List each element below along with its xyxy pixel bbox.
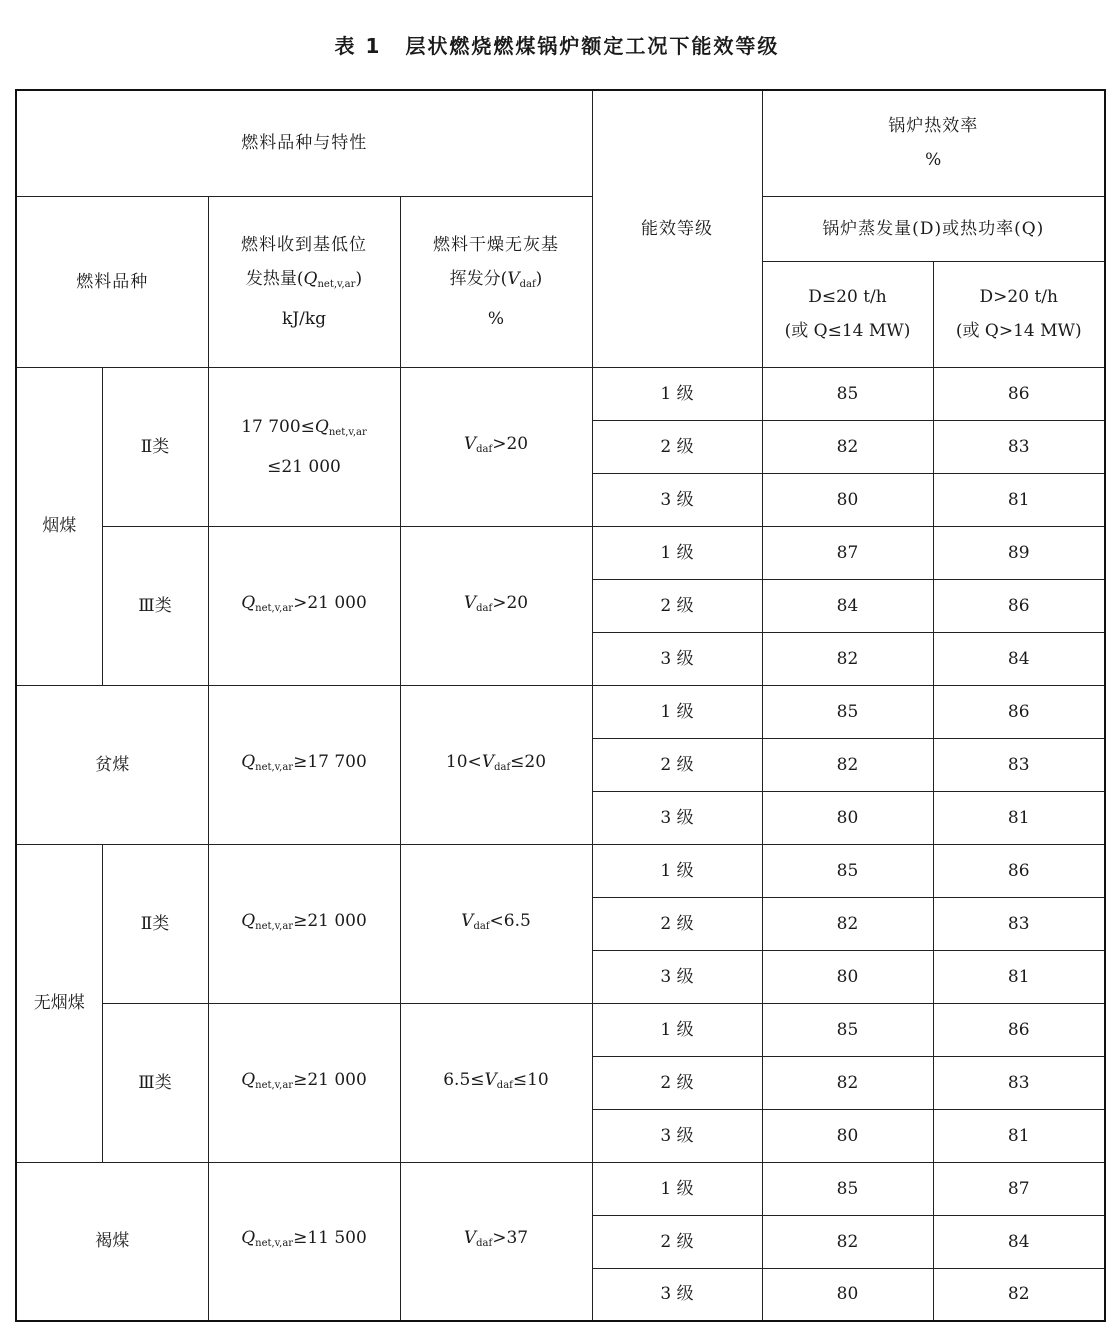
fuel-group-name: 褐煤	[16, 1162, 208, 1321]
volatile-cell	[400, 367, 592, 526]
header-capacity: 锅炉蒸发量(D)或热功率(Q)	[762, 196, 1105, 261]
heating-range-subscript: net,v,ar	[255, 602, 294, 614]
efficiency-high-cell: 86	[933, 367, 1105, 420]
grade-cell: 3 级	[592, 950, 762, 1003]
heating-range-subscript: net,v,ar	[255, 1079, 294, 1091]
volatile-range-subscript: daf	[476, 602, 493, 614]
volatile-range-prefix: 6.5≤	[443, 1069, 485, 1090]
grade-cell: 1 级	[592, 685, 762, 738]
header-fuel-type: 燃料品种	[16, 196, 208, 367]
efficiency-table	[15, 89, 1106, 1322]
heating-value-prefix: 发热量(	[245, 268, 304, 289]
efficiency-low-cell: 85	[762, 1003, 933, 1056]
heating-range-symbol: Q	[241, 1228, 256, 1249]
volatile-cell	[400, 526, 592, 685]
volatile-range-line1	[401, 1063, 592, 1103]
efficiency-high-cell: 89	[933, 526, 1105, 579]
volatile-range-subscript: daf	[476, 443, 493, 455]
grade-cell: 3 级	[592, 473, 762, 526]
volatile-line2	[401, 262, 592, 302]
header-boiler-efficiency	[762, 90, 1105, 196]
volatile-range-line1	[401, 586, 592, 626]
heating-range-subscript: net,v,ar	[255, 1238, 294, 1250]
volatile-range-prefix: 10<	[445, 751, 482, 772]
efficiency-high-cell: 82	[933, 1268, 1105, 1321]
col-high-line1: D>20 t/h	[979, 287, 1058, 307]
volatile-range-subscript: daf	[476, 1238, 493, 1250]
volatile-symbol: V	[507, 268, 520, 289]
efficiency-high-cell: 87	[933, 1162, 1105, 1215]
fuel-class-name: Ⅱ类	[102, 844, 208, 1003]
table-caption	[0, 30, 1114, 59]
heating-value-cell	[208, 526, 400, 685]
efficiency-low-cell: 82	[762, 1215, 933, 1268]
header-col-high	[933, 261, 1105, 367]
grade-cell: 3 级	[592, 1268, 762, 1321]
efficiency-high-cell: 81	[933, 1109, 1105, 1162]
efficiency-low-cell: 80	[762, 791, 933, 844]
boiler-efficiency-label: 锅炉热效率	[888, 116, 979, 137]
volatile-range-line1	[401, 1221, 592, 1261]
efficiency-high-cell: 86	[933, 844, 1105, 897]
grade-cell: 3 级	[592, 1109, 762, 1162]
table-row	[16, 1162, 1105, 1215]
heating-value-line2	[209, 262, 400, 302]
efficiency-low-cell: 85	[762, 685, 933, 738]
volatile-prefix: 挥发分(	[449, 268, 508, 289]
header-col-low	[762, 261, 933, 367]
volatile-cell	[400, 1162, 592, 1321]
efficiency-high-cell: 86	[933, 685, 1105, 738]
volatile-suffix: )	[535, 268, 543, 289]
volatile-range-symbol: V	[463, 592, 477, 613]
fuel-group-name: 贫煤	[16, 685, 208, 844]
heating-value-cell	[208, 1162, 400, 1321]
heating-range-line1	[209, 1063, 400, 1103]
volatile-subscript: daf	[519, 278, 536, 290]
efficiency-low-cell: 87	[762, 526, 933, 579]
efficiency-high-cell: 83	[933, 1056, 1105, 1109]
efficiency-low-cell: 82	[762, 738, 933, 791]
table-row	[16, 1003, 1105, 1056]
col-low-line1: D≤20 t/h	[808, 287, 887, 307]
heating-range-line1	[209, 1221, 400, 1261]
fuel-group-name: 无烟煤	[16, 844, 102, 1162]
volatile-range-suffix: >20	[492, 592, 529, 613]
volatile-cell	[400, 1003, 592, 1162]
efficiency-low-cell: 82	[762, 632, 933, 685]
grade-cell: 2 级	[592, 1215, 762, 1268]
grade-cell: 2 级	[592, 738, 762, 791]
heating-value-line1: 燃料收到基低位	[241, 234, 367, 255]
efficiency-high-cell: 86	[933, 1003, 1105, 1056]
header-efficiency-grade: 能效等级	[592, 90, 762, 367]
heating-range-line1	[209, 410, 400, 450]
volatile-range-symbol: V	[461, 910, 474, 931]
efficiency-low-cell: 82	[762, 897, 933, 950]
efficiency-low-cell: 82	[762, 420, 933, 473]
heating-value-cell	[208, 367, 400, 526]
volatile-range-symbol: V	[463, 1228, 477, 1249]
volatile-line1: 燃料干燥无灰基	[433, 234, 559, 255]
efficiency-low-cell: 84	[762, 579, 933, 632]
heating-value-unit: kJ/kg	[281, 308, 327, 329]
grade-cell: 1 级	[592, 367, 762, 420]
heating-range-symbol: Q	[241, 910, 256, 931]
efficiency-low-cell: 80	[762, 1268, 933, 1321]
heating-range-line1	[209, 904, 400, 944]
heating-range-symbol: Q	[241, 751, 256, 772]
grade-cell: 2 级	[592, 1056, 762, 1109]
heating-range-symbol: Q	[241, 592, 256, 613]
heating-range-subscript: net,v,ar	[255, 920, 294, 932]
volatile-range-suffix: <6.5	[489, 910, 531, 931]
col-low-line2: (或 Q≤14 MW)	[784, 321, 911, 341]
heating-value-suffix: )	[355, 268, 363, 289]
volatile-cell	[400, 685, 592, 844]
heating-range-suffix: >21 000	[293, 592, 367, 613]
volatile-range-symbol: V	[481, 751, 495, 772]
header-heating-value	[208, 196, 400, 367]
volatile-range-line1	[401, 427, 592, 467]
efficiency-high-cell: 83	[933, 897, 1105, 950]
fuel-class-name: Ⅲ类	[102, 1003, 208, 1162]
efficiency-low-cell: 85	[762, 844, 933, 897]
table-title: 层状燃烧燃煤锅炉额定工况下能效等级	[405, 34, 780, 58]
grade-cell: 2 级	[592, 897, 762, 950]
volatile-range-suffix: >20	[492, 433, 529, 454]
efficiency-high-cell: 84	[933, 632, 1105, 685]
fuel-class-name: Ⅱ类	[102, 367, 208, 526]
efficiency-low-cell: 85	[762, 1162, 933, 1215]
volatile-range-line1	[401, 904, 592, 944]
efficiency-low-cell: 80	[762, 1109, 933, 1162]
efficiency-high-cell: 84	[933, 1215, 1105, 1268]
volatile-range-subscript: daf	[496, 1079, 513, 1091]
heating-value-cell	[208, 685, 400, 844]
volatile-range-suffix: ≤10	[512, 1069, 549, 1090]
grade-cell: 3 级	[592, 632, 762, 685]
efficiency-low-cell: 80	[762, 950, 933, 1003]
table-row	[16, 367, 1105, 420]
grade-cell: 1 级	[592, 1003, 762, 1056]
efficiency-high-cell: 81	[933, 791, 1105, 844]
efficiency-low-cell: 85	[762, 367, 933, 420]
heating-range-suffix: ≥11 500	[293, 1228, 367, 1249]
heating-range-line1	[209, 745, 400, 785]
heating-range-line2: ≤21 000	[267, 456, 341, 477]
efficiency-high-cell: 83	[933, 420, 1105, 473]
col-high-line2: (或 Q>14 MW)	[955, 321, 1082, 341]
volatile-range-symbol: V	[484, 1069, 497, 1090]
heating-range-subscript: net,v,ar	[328, 426, 367, 438]
volatile-range-suffix: >37	[492, 1228, 529, 1249]
efficiency-high-cell: 81	[933, 950, 1105, 1003]
heating-range-subscript: net,v,ar	[255, 761, 294, 773]
grade-cell: 3 级	[592, 791, 762, 844]
heating-range-suffix: ≥21 000	[293, 1069, 367, 1090]
heating-value-subscript: net,v,ar	[317, 278, 356, 290]
efficiency-high-cell: 81	[933, 473, 1105, 526]
header-fuel-type-and-properties: 燃料品种与特性	[16, 90, 592, 196]
volatile-range-symbol: V	[463, 433, 477, 454]
efficiency-low-cell: 80	[762, 473, 933, 526]
heating-value-cell	[208, 844, 400, 1003]
grade-cell: 2 级	[592, 579, 762, 632]
efficiency-low-cell: 82	[762, 1056, 933, 1109]
heating-range-suffix: ≥21 000	[293, 910, 367, 931]
table-row	[16, 526, 1105, 579]
table-row	[16, 844, 1105, 897]
efficiency-high-cell: 86	[933, 579, 1105, 632]
efficiency-high-cell: 83	[933, 738, 1105, 791]
volatile-range-subscript: daf	[494, 761, 511, 773]
grade-cell: 2 级	[592, 420, 762, 473]
volatile-range-subscript: daf	[473, 920, 490, 932]
heating-range-symbol: Q	[241, 1069, 256, 1090]
volatile-range-suffix: ≤20	[510, 751, 547, 772]
heating-value-cell	[208, 1003, 400, 1162]
grade-cell: 1 级	[592, 1162, 762, 1215]
heating-range-suffix: ≥17 700	[293, 751, 367, 772]
grade-cell: 1 级	[592, 526, 762, 579]
table-number: 表 1	[334, 34, 382, 58]
heating-range-prefix: 17 700≤	[241, 416, 315, 437]
heating-range-line1	[209, 586, 400, 626]
heating-value-symbol: Q	[303, 268, 318, 289]
table-row	[16, 685, 1105, 738]
boiler-efficiency-unit: %	[925, 150, 942, 171]
header-volatile	[400, 196, 592, 367]
volatile-unit: %	[487, 308, 505, 329]
heating-range-symbol: Q	[314, 416, 329, 437]
grade-cell: 1 级	[592, 844, 762, 897]
volatile-range-line1	[401, 745, 592, 785]
fuel-class-name: Ⅲ类	[102, 526, 208, 685]
fuel-group-name: 烟煤	[16, 367, 102, 685]
volatile-cell	[400, 844, 592, 1003]
